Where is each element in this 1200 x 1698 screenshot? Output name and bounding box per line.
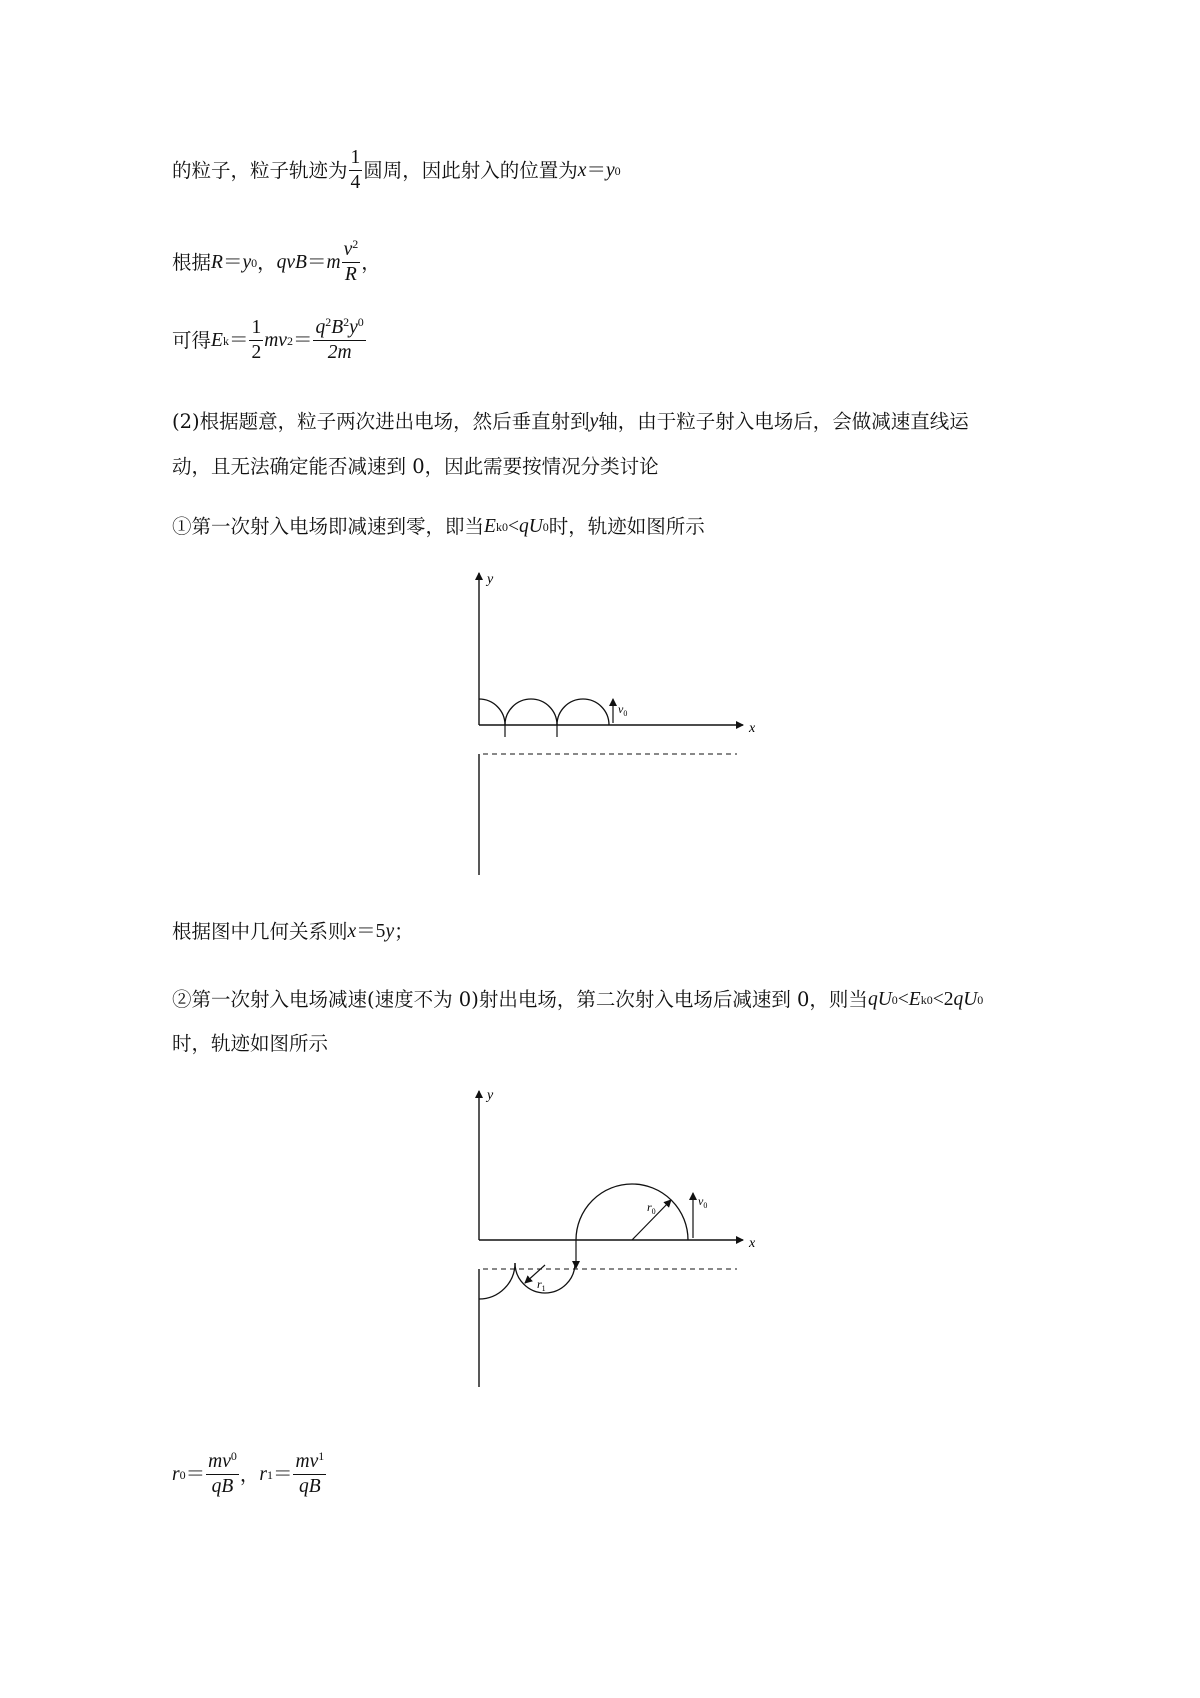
text-line-5: [172, 457, 659, 477]
equals-sign: ＝: [272, 1464, 293, 1486]
trajectory-arc-small: [479, 1263, 515, 1299]
var-y: y: [242, 252, 252, 274]
y-axis-label: y: [487, 572, 494, 587]
fraction-r0: [206, 1449, 239, 1498]
text-line-7: [172, 922, 414, 942]
trajectory-figure-2: [465, 1085, 775, 1395]
equals-sign: ＝: [222, 252, 243, 274]
var-r: r: [172, 1464, 180, 1486]
text-segment: ②第一次射入电场减速(速度不为 0)射出电场，第二次射入电场后减速到 0，则当: [172, 988, 868, 1011]
fraction-numerator: [206, 1449, 239, 1475]
superscript: 0: [357, 315, 364, 329]
superscript: 0: [230, 1449, 237, 1463]
var-y: y: [349, 317, 358, 338]
text-line-1: 的粒子，粒子轨迹为 $\frac{1}{4}$ 圆周，因此射入的位置为 x ＝ y 0: [172, 147, 621, 194]
text-line-10: r 0 ＝ $\frac{mv^0}{qB}$ ， r 1 ＝ $\frac{mv^1}{qB}$: [172, 1449, 325, 1498]
var-r: r: [259, 1464, 267, 1486]
trajectory-arc: [557, 699, 609, 725]
text-line-4: [172, 412, 969, 432]
x-axis-label: x: [749, 1236, 756, 1251]
equals-sign: ＝: [228, 330, 249, 352]
superscript: 1: [318, 1449, 325, 1463]
var-E: E: [484, 516, 496, 537]
fraction-denominator: 2m: [327, 342, 352, 364]
equals-sign: ＝: [306, 252, 327, 274]
text-segment: 动，且无法确定能否减速到 0，因此需要按情况分类讨论: [172, 455, 659, 478]
superscript: 2: [343, 315, 350, 329]
fraction-kinetic-energy: [313, 315, 365, 364]
text-segment: 的粒子，粒子轨迹为: [172, 159, 348, 183]
y-axis-label: y: [487, 1088, 494, 1103]
text-line-3: 可得 E k ＝ $\frac{1}{2}$ mv 2 ＝ $\frac{q^2B^2y^0}{2m}$: [172, 315, 364, 364]
fraction-denominator: 4: [350, 172, 361, 194]
text-segment: 轴，由于粒子射入电场后，会做减速直线运: [598, 410, 969, 433]
radius-arrow-r1: [525, 1265, 545, 1283]
fraction-numerator: [342, 237, 361, 263]
var-qU: qU: [867, 989, 892, 1010]
semicolon: ；: [394, 920, 414, 943]
fraction-numerator: [293, 1449, 326, 1475]
superscript: 2: [352, 237, 359, 251]
less-than-sign: <: [897, 989, 909, 1010]
fraction-v2-over-R: [342, 237, 361, 286]
var-x: x: [577, 160, 587, 182]
text-segment: (2)根据题意，粒子两次进出电场，然后垂直射到: [172, 410, 590, 433]
text-segment: 可得: [172, 329, 212, 353]
trajectory-arc: [479, 699, 505, 725]
comma: ，: [361, 251, 381, 275]
fraction-numerator: 1: [249, 318, 263, 341]
text-segment: 时，轨迹如图所示: [548, 515, 705, 538]
var-y: y: [589, 411, 599, 432]
comma: ，: [257, 251, 277, 275]
var-q: q: [315, 317, 326, 338]
velocity-label: $v_0$: [698, 1194, 708, 1210]
var-v: v: [343, 239, 353, 260]
var-qU: qU: [953, 989, 978, 1010]
equals-sign: ＝: [185, 1464, 206, 1486]
var-E: E: [211, 330, 223, 352]
fraction-r1: [293, 1449, 326, 1498]
fraction-one-quarter: [349, 148, 363, 194]
radius-label-r1: $r_1$: [537, 1277, 546, 1293]
comma: ，: [239, 1463, 260, 1487]
text-segment: ①第一次射入电场即减速到零，即当: [172, 515, 485, 538]
var-y: y: [385, 921, 395, 942]
equals-sign: ＝: [586, 160, 606, 182]
fraction-denominator: qB: [299, 1476, 321, 1498]
text-segment: 圆周，因此射入的位置为: [363, 159, 578, 183]
trajectory-figure-1: [465, 565, 775, 885]
var-E: E: [908, 989, 921, 1010]
less-than-two: <2: [932, 989, 954, 1010]
var-R: R: [211, 252, 223, 274]
text-segment: 根据: [172, 251, 212, 275]
radius-label-r0: $r_0$: [647, 1200, 656, 1216]
fraction-denominator: R: [344, 264, 357, 286]
x-axis-label: x: [749, 721, 756, 736]
text-line-6: ①第一次射入电场即减速到零，即当 E k0 < qU 0 时，轨迹如图所示: [172, 515, 705, 538]
trajectory-arc: [505, 699, 557, 725]
var-mv: mv: [295, 1451, 319, 1472]
equals-sign: ＝: [292, 330, 313, 352]
superscript: 2: [325, 315, 332, 329]
text-segment: 时，轨迹如图所示: [172, 1032, 329, 1055]
trajectory-arc-r0: [576, 1184, 688, 1240]
fraction-numerator: [313, 315, 365, 341]
text-line-2: 根据 R ＝ y 0 ， qvB ＝ m $\frac{v^2}{R}$ ，: [172, 237, 381, 286]
equals-five: ＝5: [356, 921, 386, 942]
text-line-8: ②第一次射入电场减速(速度不为 0)射出电场，第二次射入电场后减速到 0，则当 qU 0 < E k0 <2 qU 0: [172, 988, 984, 1011]
var-y: y: [605, 160, 615, 182]
var-m: m: [326, 252, 341, 274]
var-x: x: [347, 921, 357, 942]
text-line-9: [172, 1034, 328, 1054]
fraction-denominator: 2: [251, 342, 262, 364]
var-qU: qU: [518, 516, 543, 537]
var-mv: mv: [208, 1451, 231, 1472]
fraction-numerator: 1: [349, 148, 363, 171]
var-B: B: [331, 317, 344, 338]
less-than-sign: <: [507, 516, 519, 537]
velocity-label: $v_0$: [618, 702, 628, 718]
var-qvB: qvB: [276, 252, 307, 274]
fraction-denominator: qB: [211, 1476, 234, 1498]
text-segment: 根据图中几何关系则: [172, 920, 348, 943]
fraction-one-half: [249, 318, 263, 364]
var-mv: mv: [264, 330, 287, 352]
